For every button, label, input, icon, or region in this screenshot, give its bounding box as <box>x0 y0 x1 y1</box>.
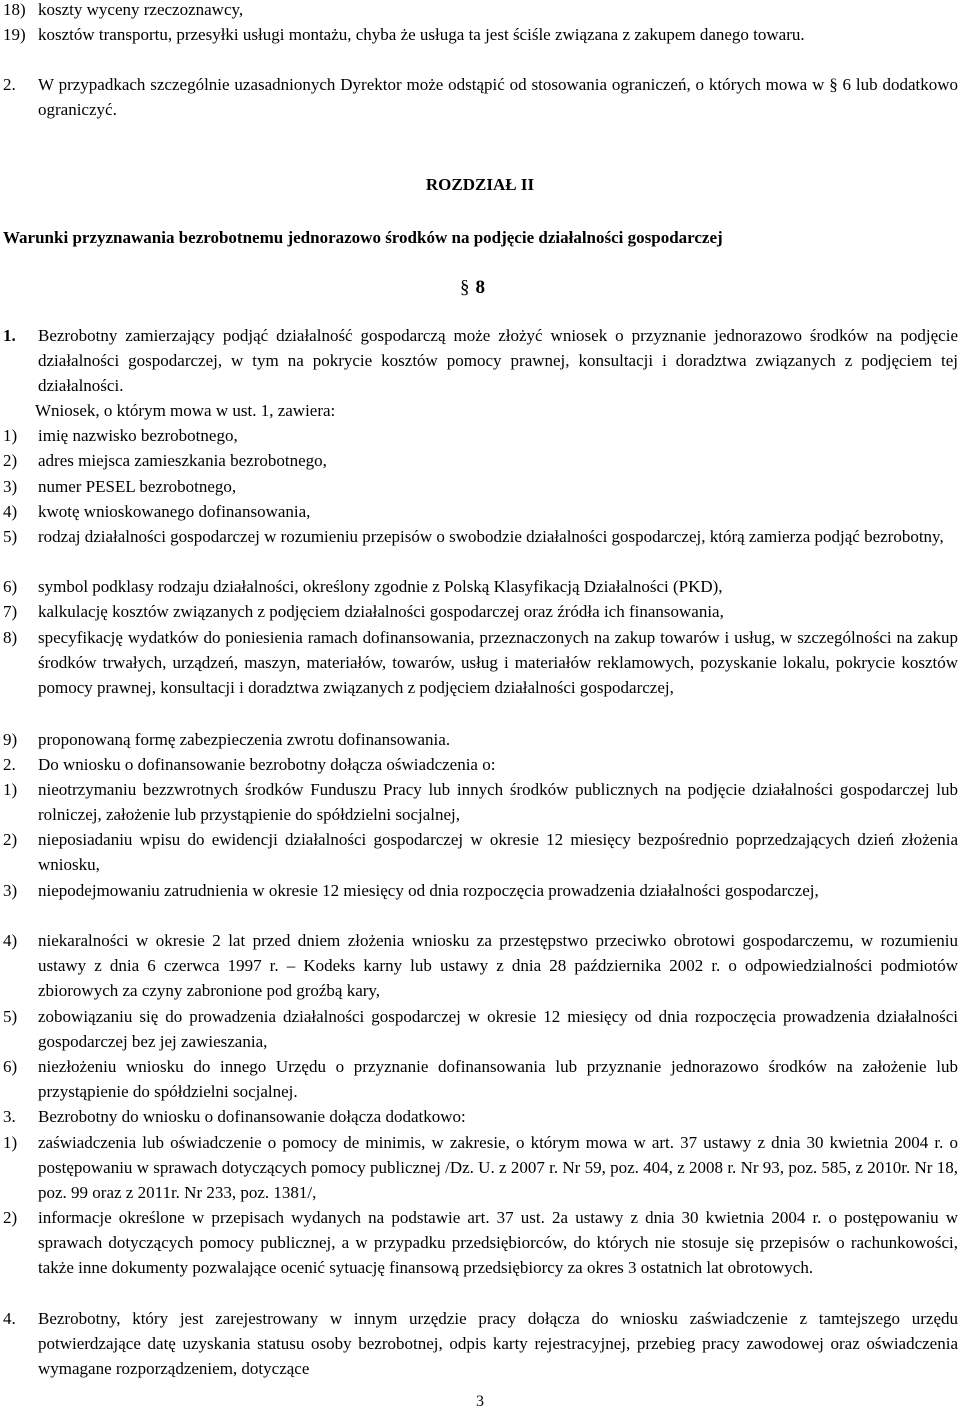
paragraph-number: 3. <box>3 1107 16 1126</box>
item-number: 6) <box>3 1057 18 1076</box>
list-item <box>3 1054 958 1104</box>
list-item <box>3 599 958 624</box>
item-number: 8) <box>3 628 18 647</box>
paragraph <box>3 323 958 398</box>
item-text: kwotę wnioskowanego dofinansowania, <box>38 502 311 521</box>
item-text: proponowaną formę zabezpieczenia zwrotu dofinansowania. <box>38 730 451 749</box>
paragraph <box>3 1104 958 1129</box>
item-number: 18) <box>3 0 26 19</box>
item-number: 2) <box>3 451 18 470</box>
item-text: symbol podklasy rodzaju działalności, określony zgodnie z Polską Klasyfikacją Działalności (PKD), <box>38 577 723 596</box>
item-number: 9) <box>3 730 18 749</box>
list-item <box>3 72 958 122</box>
item-text: koszty wyceny rzeczoznawcy, <box>38 0 244 19</box>
item-text: kalkulację kosztów związanych z podjęciem działalności gospodarczej oraz źródła ich finansowania, <box>38 602 724 621</box>
paragraph <box>3 1306 958 1381</box>
item-text: informacje określone w przepisach wydanych na podstawie art. 37 ust. 2a ustawy z dnia 30 kwietnia 2004 r. o postępowaniu w sprawach dotyczących pomocy publicznej, a w przypadku przedsiębiorców, do których nie stosuje się przepisów o rachunkowości, także inne dokumenty pozwalające ocenić sytuację finansową przedsiębiorcy za okres 3 ostatnich lat obrotowych. <box>38 1208 958 1277</box>
list-item <box>3 0 958 22</box>
paragraph-number: 1. <box>3 326 16 345</box>
item-text: kosztów transportu, przesyłki usługi montażu, chyba że usługa ta jest ściśle związana z zakupem danego towaru. <box>38 25 805 44</box>
item-number: 4) <box>3 931 18 950</box>
list-item <box>3 1130 958 1205</box>
item-text: zaświadczenia lub oświadczenie o pomocy de minimis, w zakresie, o którym mowa w art. 37 ustawy z dnia 30 kwietnia 2004 r. o postępowaniu w sprawach dotyczących pomocy publicznej /Dz. U. z 2007 r. Nr 59, poz. 404, z 2008 r. Nr 93, poz. 585, z 2010r. Nr 18, poz. 99 oraz z 2011r. Nr 233, poz. 1381/, <box>38 1133 958 1202</box>
item-text: nieotrzymaniu bezzwrotnych środków Funduszu Pracy lub innych środków publicznych na podjęcie działalności gospodarczej lub rolniczej, założenie lub przystąpienie do spółdzielni socjalnej, <box>38 780 958 824</box>
list-item <box>3 574 958 599</box>
item-text: zobowiązaniu się do prowadzenia działalności gospodarczej w okresie 12 miesięcy od dnia rozpoczęcia prowadzenia działalności gospodarczej bez jej zawieszania, <box>38 1007 958 1051</box>
list-item <box>3 22 958 47</box>
item-number: 1) <box>3 780 18 799</box>
item-text: imię nazwisko bezrobotnego, <box>38 426 238 445</box>
page-number: 3 <box>476 1393 484 1410</box>
list-item <box>3 827 958 877</box>
list-item <box>3 878 958 903</box>
item-number: 1) <box>3 1133 18 1152</box>
item-text: nieposiadaniu wpisu do ewidencji działalności gospodarczej w okresie 12 miesięcy bezpośrednio poprzedzających dzień złożenia wniosku, <box>38 830 958 874</box>
paragraph-text: Bezrobotny zamierzający podjąć działalność gospodarczą może złożyć wniosek o przyznanie jednorazowo środków na podjęcie działalności gospodarczej, w tym na pokrycie kosztów pomocy prawnej, konsultacji i doradztwa związanych z podjęciem tej działalności. <box>38 326 958 395</box>
paragraph-text: Bezrobotny do wniosku o dofinansowanie dołącza dodatkowo: <box>38 1107 466 1126</box>
item-number: 4) <box>3 502 18 521</box>
item-number: 3) <box>3 477 18 496</box>
item-number: 1) <box>3 426 18 445</box>
item-text: niezłożeniu wniosku do innego Urzędu o przyznanie dofinansowania lub przyznanie jednorazowo środków na założenie lub przystąpienie do spółdzielni socjalnej. <box>38 1057 958 1101</box>
paragraph-text: Bezrobotny, który jest zarejestrowany w innym urzędzie pracy dołącza do wniosku zaświadczenie z tamtejszego urzędu potwierdzające datę uzyskania statusu osoby bezrobotnej, odpis karty rejestracyjnej, przebieg pracy zawodowej oraz oświadczenia wymagane rozporządzeniem, dotyczące <box>38 1309 958 1378</box>
item-number: 19) <box>3 25 26 44</box>
item-number: 7) <box>3 602 18 621</box>
list-item <box>3 625 958 700</box>
paragraph-number: 2. <box>3 755 16 774</box>
item-number: 6) <box>3 577 18 596</box>
list-item <box>3 777 958 827</box>
item-number: 5) <box>3 1007 18 1026</box>
list-item <box>3 524 958 549</box>
item-number: 2) <box>3 1208 18 1227</box>
list-item <box>3 727 958 752</box>
item-text: adres miejsca zamieszkania bezrobotnego, <box>38 451 327 470</box>
paragraph-text: Do wniosku o dofinansowanie bezrobotny dołącza oświadczenia o: <box>38 755 496 774</box>
list-item <box>3 474 958 499</box>
item-text: niekaralności w okresie 2 lat przed dniem złożenia wniosku za przestępstwo przeciwko obrotowi gospodarczemu, w rozumieniu ustawy z dnia 6 czerwca 1997 r. – Kodeks karny lub ustawy z dnia 28 października 2002 r. o odpowiedzialności podmiotów zbiorowych za czyny zabronione pod groźbą kary, <box>38 931 958 1000</box>
chapter-heading: ROZDZIAŁ II <box>425 175 535 194</box>
chapter-title: Warunki przyznawania bezrobotnemu jednorazowo środków na podjęcie działalności gospodarczej <box>3 228 723 247</box>
section-symbol: § <box>460 277 470 298</box>
section-number: 8 <box>475 277 485 298</box>
item-text: niepodejmowaniu zatrudnienia w okresie 12 miesięcy od dnia rozpoczęcia prowadzenia działalności gospodarczej, <box>38 881 819 900</box>
item-text: numer PESEL bezrobotnego, <box>38 477 237 496</box>
item-text: W przypadkach szczególnie uzasadnionych Dyrektor może odstąpić od stosowania ograniczeń, o których mowa w § 6 lub dodatkowo ograniczyć. <box>38 75 958 119</box>
list-item <box>3 423 958 448</box>
list-item <box>3 1004 958 1054</box>
section-heading <box>460 275 485 300</box>
item-number: 5) <box>3 527 18 546</box>
item-number: 2. <box>3 75 16 94</box>
item-number: 2) <box>3 830 18 849</box>
paragraph-number: 4. <box>3 1309 16 1328</box>
paragraph <box>3 752 958 777</box>
paragraph-intro: Wniosek, o którym mowa w ust. 1, zawiera: <box>35 401 336 420</box>
item-number: 3) <box>3 881 18 900</box>
list-item <box>3 499 958 524</box>
list-item <box>3 928 958 1003</box>
list-item <box>3 1205 958 1280</box>
item-text: rodzaj działalności gospodarczej w rozumieniu przepisów o swobodzie działalności gospodarczej, którą zamierza podjąć bezrobotny, <box>38 527 944 546</box>
list-item <box>3 448 958 473</box>
item-text: specyfikację wydatków do poniesienia ramach dofinansowania, przeznaczonych na zakup towarów i usług, w szczególności na zakup środków trwałych, urządzeń, maszyn, materiałów, towarów, usług i materiałów reklamowych, pozyskanie lokalu, pokrycie kosztów pomocy prawnej, konsultacji i doradztwa związanych z podjęciem działalności gospodarczej, <box>38 628 958 697</box>
